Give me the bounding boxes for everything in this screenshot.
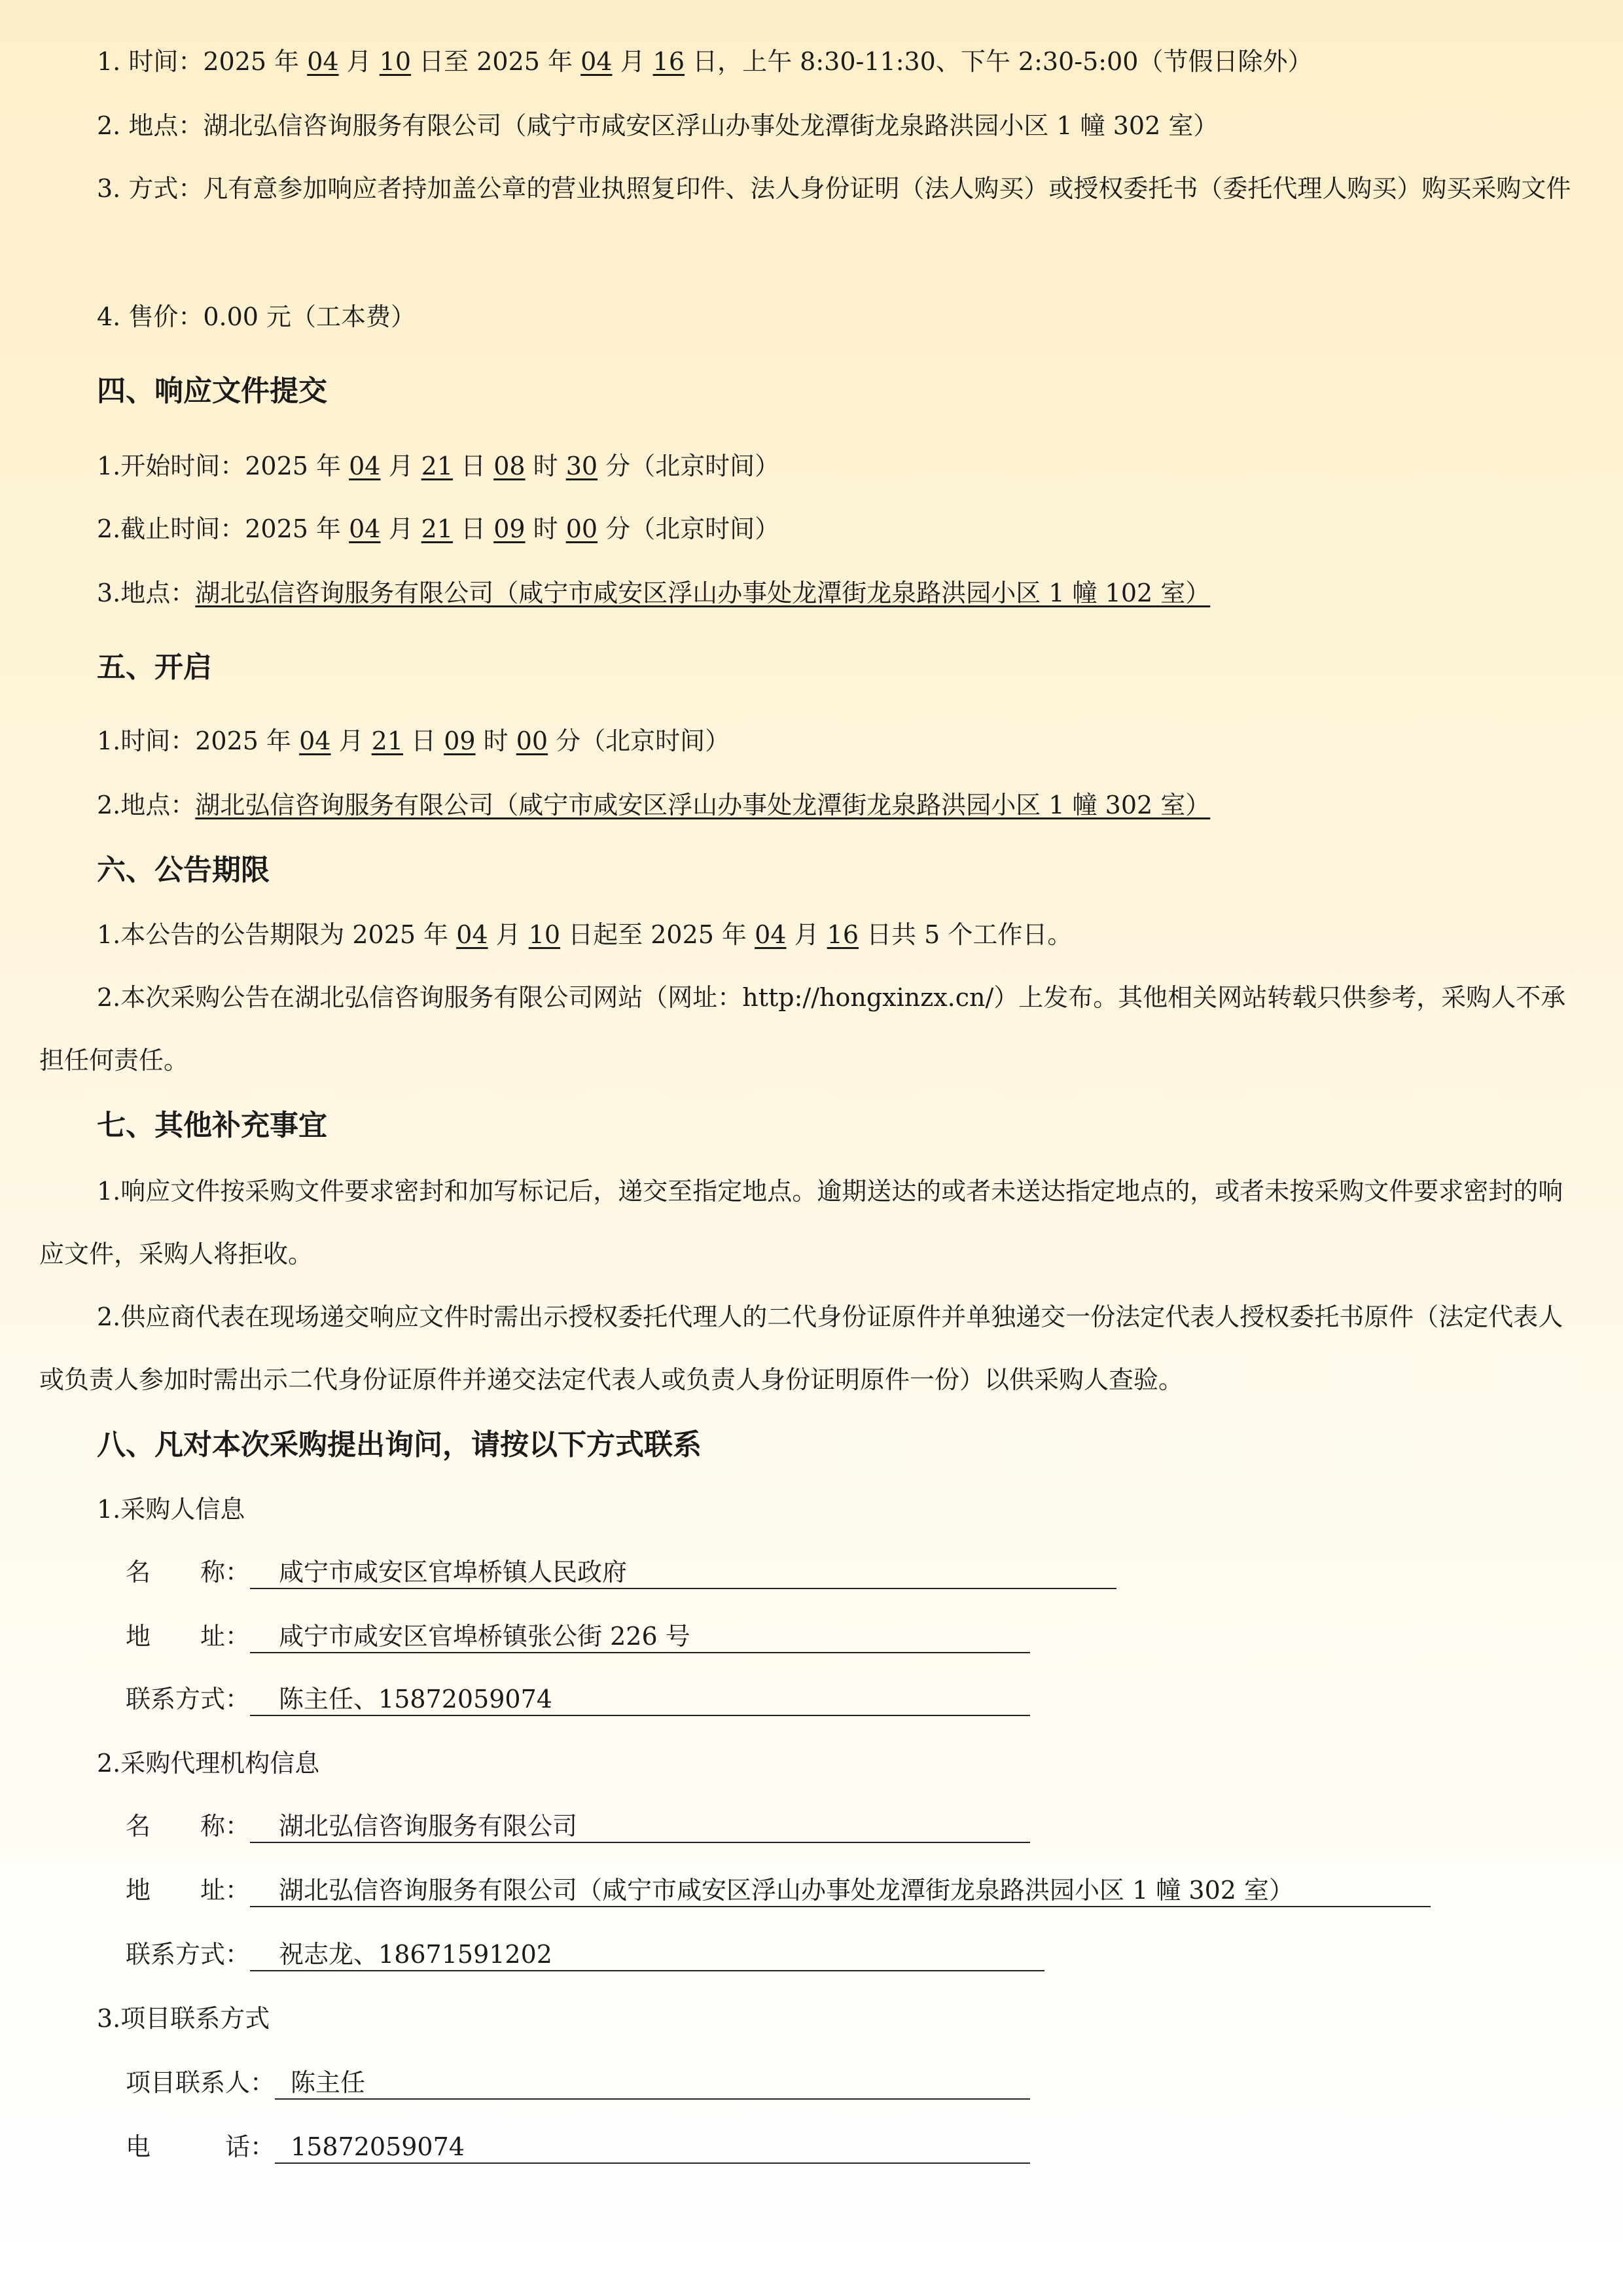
agency-address-value: 湖北弘信咨询服务有限公司（咸宁市咸安区浮山办事处龙潭街龙泉路洪园小区 1 幢 302 室） — [250, 1874, 1431, 1907]
text: 日至 2025 年 — [411, 47, 581, 76]
address-label: 地 址： — [126, 1876, 251, 1905]
submission-end-line — [97, 512, 1584, 546]
project-person-value: 陈主任 — [275, 2067, 1030, 2100]
contact-label: 联系方式： — [126, 1685, 251, 1713]
section-heading-contact: 八、凡对本次采购提出询问，请按以下方式联系 — [97, 1428, 702, 1462]
purchase-location-line: 2. 地点：湖北弘信咨询服务有限公司（咸宁市咸安区浮山办事处龙潭街龙泉路洪园小区 1 幢 302 室） — [97, 111, 1219, 140]
notice-period-line — [97, 918, 1584, 952]
text: 月 — [612, 47, 653, 76]
day-value: 21 — [421, 452, 454, 480]
project-contact-title: 3.项目联系方式 — [97, 2004, 270, 2033]
phone-label: 电 话： — [126, 2132, 276, 2161]
agency-address-row — [126, 1873, 1431, 1907]
hour-value: 09 — [444, 726, 476, 755]
month-value: 04 — [349, 514, 381, 543]
purchaser-address-value: 咸宁市咸安区官埠桥镇张公街 226 号 — [250, 1621, 1030, 1653]
location-label: 3.地点： — [97, 579, 196, 607]
person-label: 项目联系人： — [126, 2068, 276, 2097]
text: 日共 5 个工作日。 — [859, 920, 1073, 949]
submission-start-line — [97, 449, 1584, 483]
location-label: 2.地点： — [97, 791, 196, 819]
text: 时 — [475, 726, 516, 755]
purchaser-name-row — [126, 1555, 1116, 1589]
day-value: 16 — [652, 47, 685, 76]
month-value: 04 — [349, 452, 381, 480]
supplementary-item-1: 1.响应文件按采购文件要求密封和加写标记后，递交至指定地点。逾期送达的或者未送达指定地点的，或者未按采购文件要求密封的响应文件，采购人将拒收。 — [39, 1177, 1563, 1268]
month-value: 04 — [307, 47, 339, 76]
contact-label: 联系方式： — [126, 1940, 251, 1969]
day-value: 21 — [371, 726, 404, 755]
supplementary-item-2: 2.供应商代表在现场递交响应文件时需出示授权委托代理人的二代身份证原件并单独递交一份法定代表人授权委托书原件（法定代表人或负责人参加时需出示二代身份证原件并递交法定代表人或负责人身份证明原件一份）以供采购人查验。 — [39, 1302, 1563, 1394]
text: 月 — [488, 920, 529, 949]
text: 分（北京时间） — [597, 514, 780, 543]
text: 日起至 2025 年 — [560, 920, 755, 949]
day-value: 10 — [379, 47, 412, 76]
agency-contact-row — [126, 1937, 1044, 1971]
section-heading-notice-period: 六、公告期限 — [97, 853, 270, 887]
month-value: 04 — [755, 920, 787, 949]
location-value: 湖北弘信咨询服务有限公司（咸宁市咸安区浮山办事处龙潭街龙泉路洪园小区 1 幢 302 室） — [195, 791, 1211, 819]
text: 月 — [380, 514, 421, 543]
day-value: 16 — [827, 920, 859, 949]
text: 日，上午 8:30-11:30、下午 2:30-5:00（节假日除外） — [685, 47, 1313, 76]
text: 1.时间：2025 年 — [97, 726, 300, 755]
minute-value: 30 — [565, 452, 598, 480]
day-value: 21 — [421, 514, 454, 543]
minute-value: 00 — [565, 514, 598, 543]
project-phone-value: 15872059074 — [275, 2131, 1030, 2164]
section-heading-submission: 四、响应文件提交 — [97, 374, 327, 408]
text: 1. 时间：2025 年 — [97, 47, 308, 76]
text: 月 — [330, 726, 372, 755]
text: 日 — [453, 452, 494, 480]
agency-name-value: 湖北弘信咨询服务有限公司 — [250, 1810, 1030, 1843]
purchase-price-line: 4. 售价：0.00 元（工本费） — [97, 302, 416, 331]
opening-time-line — [97, 724, 1584, 758]
agency-name-row — [126, 1809, 1030, 1843]
purchaser-info-title: 1.采购人信息 — [97, 1495, 245, 1524]
notice-publish-paragraph: 2.本次采购公告在湖北弘信咨询服务有限公司网站（网址：http://hongxinzx.cn/）上发布。其他相关网站转载只供参考，采购人不承担任何责任。 — [39, 983, 1566, 1075]
name-label: 名 称： — [126, 1812, 251, 1840]
month-value: 04 — [299, 726, 331, 755]
purchase-time-line — [97, 45, 1584, 79]
location-value: 湖北弘信咨询服务有限公司（咸宁市咸安区浮山办事处龙潭街龙泉路洪园小区 1 幢 102 室） — [195, 579, 1211, 607]
text: 1.开始时间：2025 年 — [97, 452, 349, 480]
month-value: 04 — [580, 47, 613, 76]
name-label: 名 称： — [126, 1558, 251, 1587]
day-value: 10 — [528, 920, 561, 949]
project-person-row — [126, 2066, 1030, 2100]
section-heading-supplementary: 七、其他补充事宜 — [97, 1109, 327, 1142]
purchaser-contact-value: 陈主任、15872059074 — [250, 1683, 1030, 1716]
text: 时 — [525, 452, 566, 480]
purchaser-address-row — [126, 1619, 1030, 1653]
text: 时 — [525, 514, 566, 543]
address-label: 地 址： — [126, 1622, 251, 1651]
project-phone-row — [126, 2130, 1030, 2164]
agency-contact-value: 祝志龙、18671591202 — [250, 1939, 1044, 1971]
purchaser-name-value: 咸宁市咸安区官埠桥镇人民政府 — [250, 1556, 1116, 1589]
month-value: 04 — [456, 920, 488, 949]
text: 分（北京时间） — [548, 726, 730, 755]
text: 月 — [380, 452, 421, 480]
hour-value: 09 — [493, 514, 526, 543]
text: 月 — [338, 47, 380, 76]
submission-location-line — [97, 576, 1584, 610]
purchase-method-paragraph: 3. 方式：凡有意参加响应者持加盖公章的营业执照复印件、法人身份证明（法人购买）或授权委托书（委托代理人购买）购买采购文件 — [97, 174, 1571, 203]
text: 分（北京时间） — [597, 452, 780, 480]
opening-location-line — [97, 788, 1584, 822]
minute-value: 00 — [516, 726, 548, 755]
text: 2.截止时间：2025 年 — [97, 514, 349, 543]
agency-info-title: 2.采购代理机构信息 — [97, 1749, 320, 1778]
section-heading-opening: 五、开启 — [97, 651, 212, 684]
purchaser-contact-row — [126, 1682, 1030, 1716]
text: 日 — [453, 514, 494, 543]
text: 日 — [403, 726, 444, 755]
hour-value: 08 — [493, 452, 526, 480]
text: 1.本公告的公告期限为 2025 年 — [97, 920, 457, 949]
text: 月 — [786, 920, 827, 949]
